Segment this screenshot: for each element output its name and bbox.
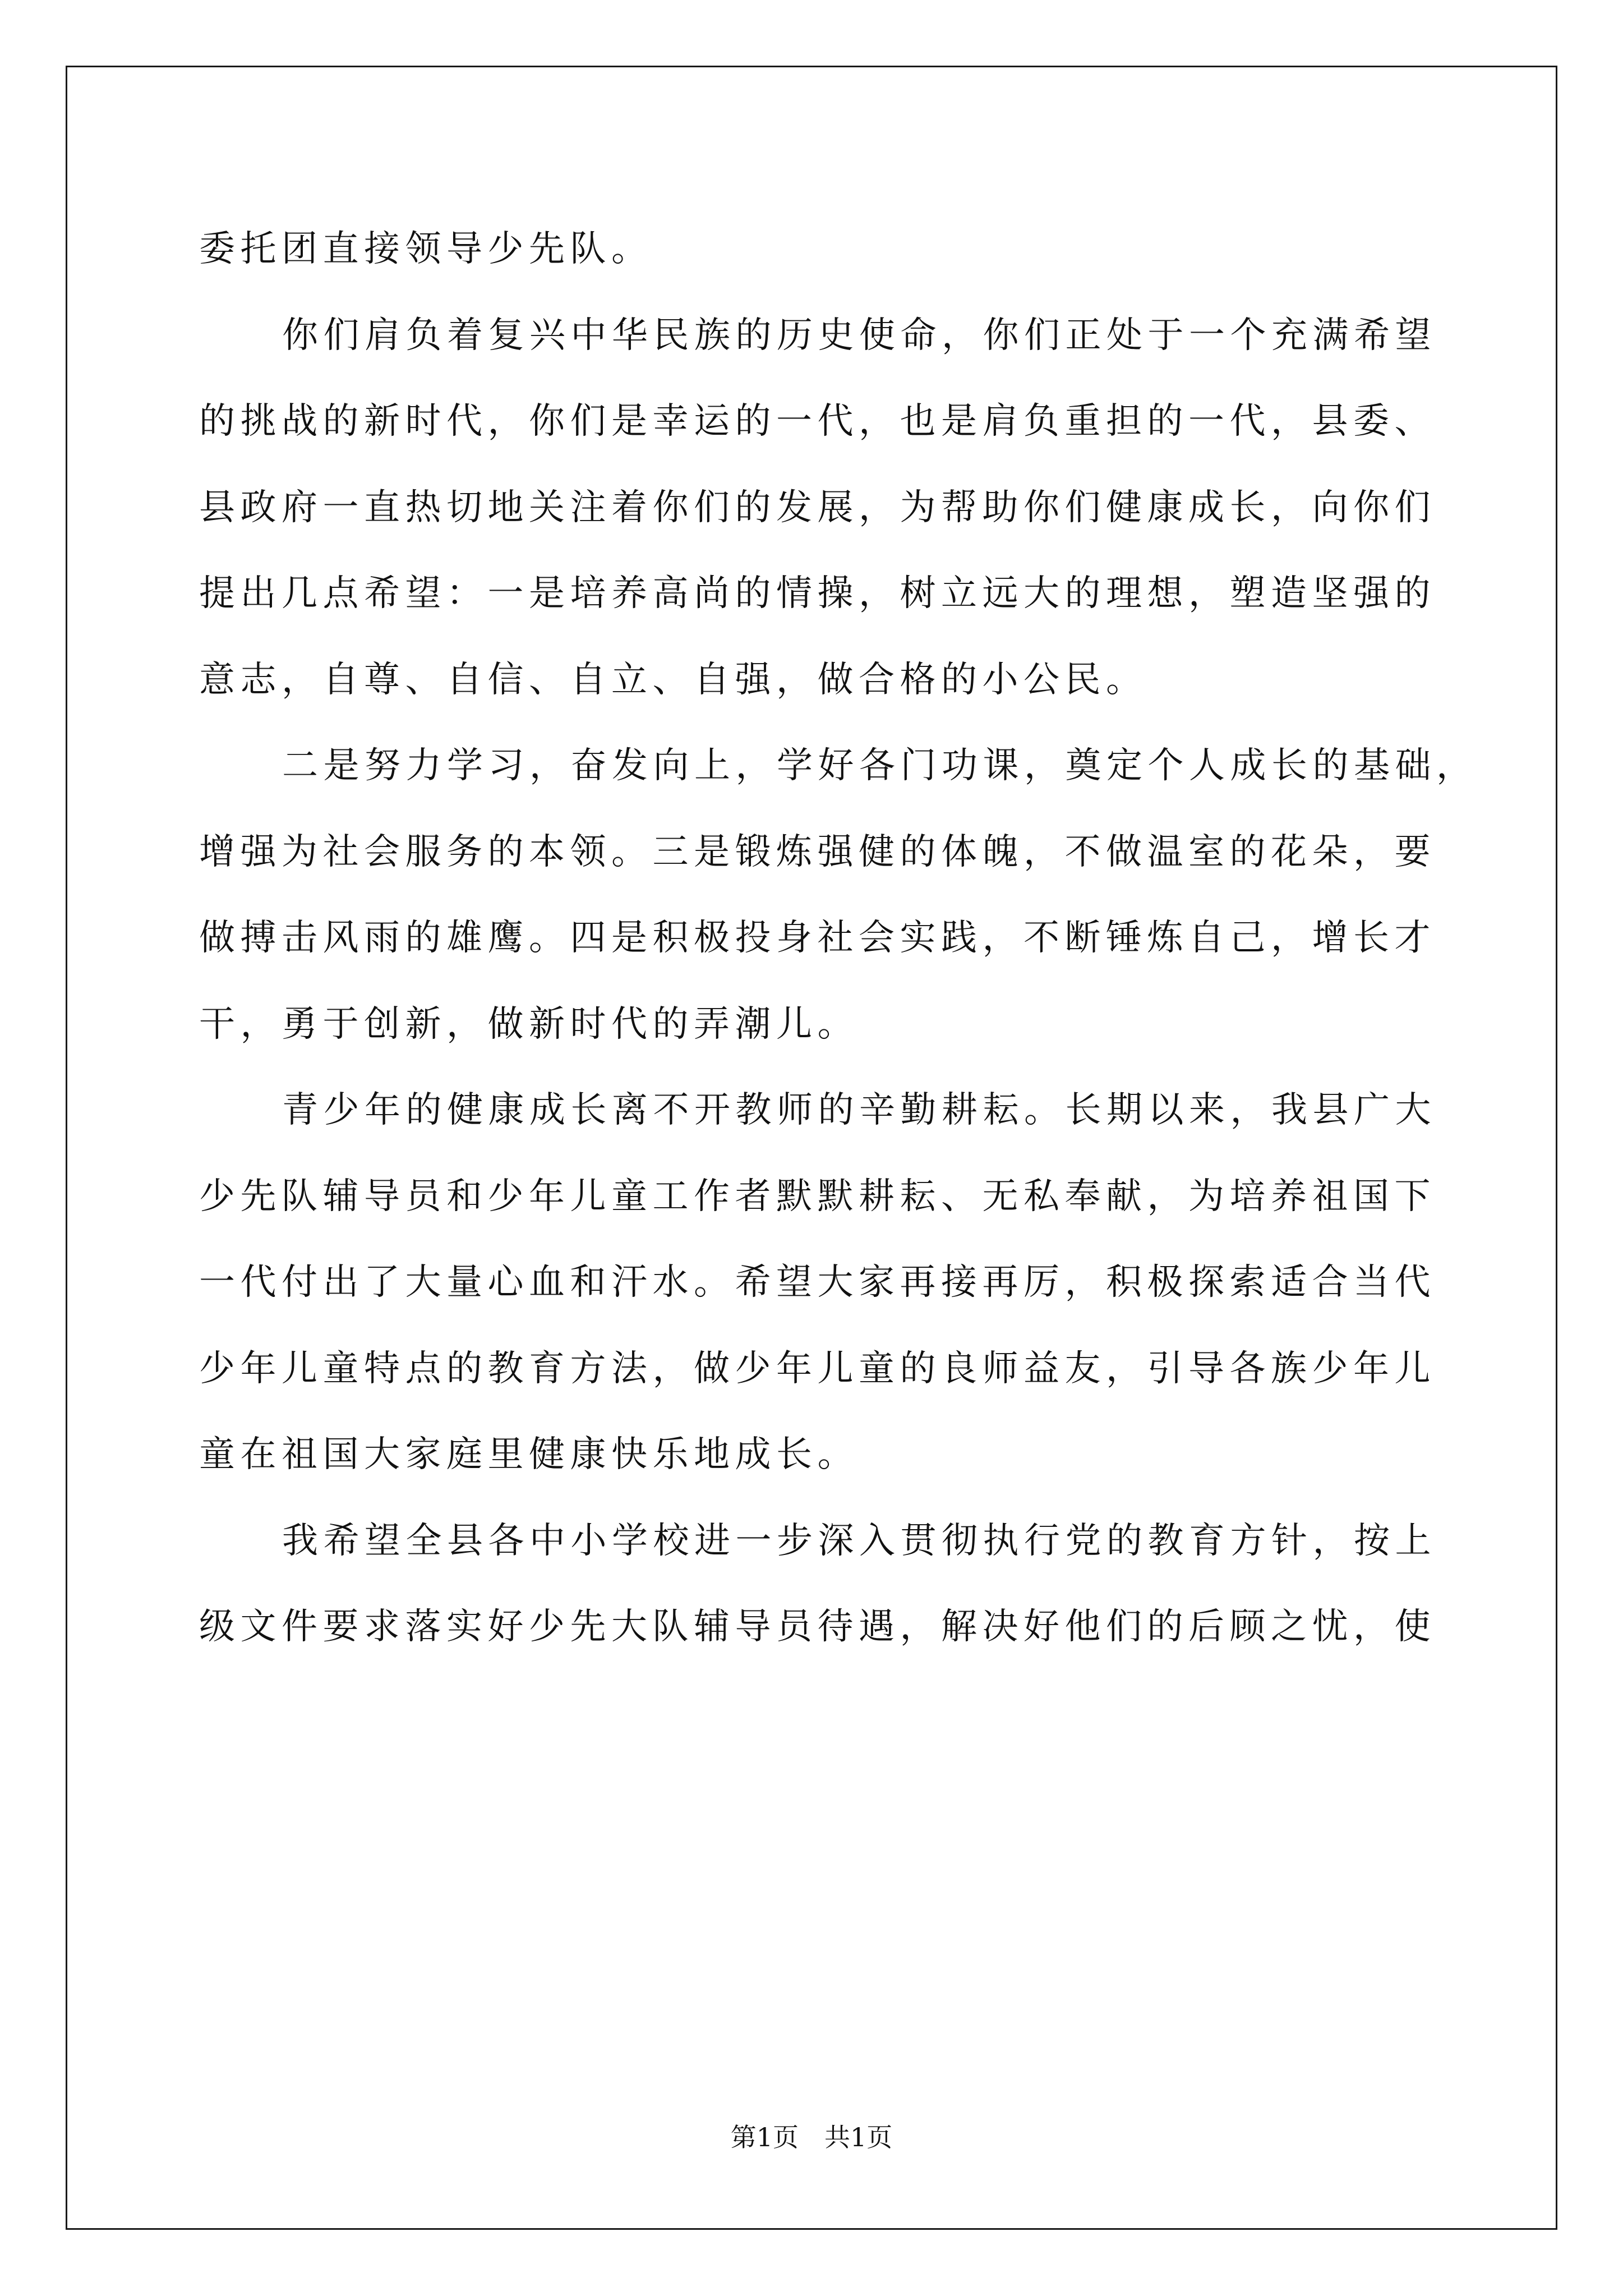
text-line: 级文件要求落实好少先大队辅导员待遇，解决好他们的后顾之忧，使 (199, 1606, 1436, 1648)
text-line: 我希望全县各中小学校进一步深入贯彻执行党的教育方针，按上 (282, 1520, 1436, 1562)
text-line: 二是努力学习，奋发向上，学好各门功课，奠定个人成长的基础， (282, 745, 1478, 786)
text-line: 委托团直接领导少先队。 (199, 228, 653, 270)
page-footer: 第1页 共1页 (730, 2122, 893, 2152)
text-line: 少年儿童特点的教育方法，做少年儿童的良师益友，引导各族少年儿 (199, 1347, 1436, 1389)
text-line: 少先队辅导员和少年儿童工作者默默耕耘、无私奉献，为培养祖国下 (199, 1175, 1436, 1217)
document-body (199, 206, 1478, 1671)
text-line: 青少年的健康成长离不开教师的辛勤耕耘。长期以来，我县广大 (282, 1089, 1436, 1131)
text-line: 提出几点希望：一是培养高尚的情操，树立远大的理想，塑造坚强的 (199, 573, 1436, 614)
text-line: 一代付出了大量心血和汗水。希望大家再接再厉，积极探索适合当代 (199, 1262, 1436, 1303)
text-line: 童在祖国大家庭里健康快乐地成长。 (199, 1434, 859, 1475)
text-line: 意志，自尊、自信、自立、自强，做合格的小公民。 (199, 659, 1147, 701)
text-line: 增强为社会服务的本领。三是锻炼强健的体魄，不做温室的花朵，要 (199, 831, 1436, 873)
text-line: 你们肩负着复兴中华民族的历史使命，你们正处于一个充满希望 (282, 314, 1436, 356)
text-line: 县政府一直热切地关注着你们的发展，为帮助你们健康成长，向你们 (199, 486, 1436, 528)
text-line: 的挑战的新时代，你们是幸运的一代，也是肩负重担的一代，县委、 (199, 401, 1436, 442)
text-line: 做搏击风雨的雄鹰。四是积极投身社会实践，不断锤炼自己，增长才 (199, 917, 1436, 959)
text-line: 干，勇于创新，做新时代的弄潮儿。 (199, 1003, 859, 1045)
